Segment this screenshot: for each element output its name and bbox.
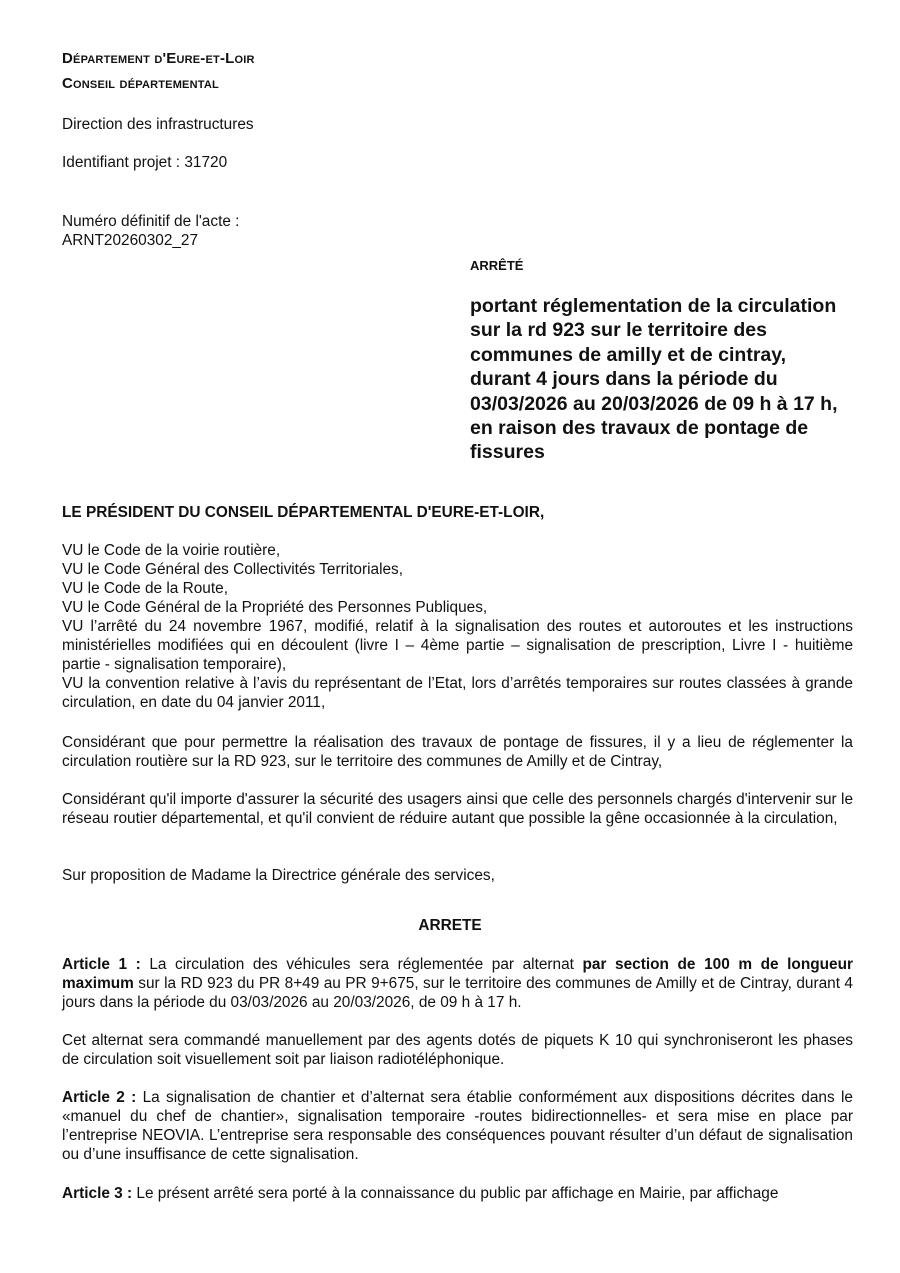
- proposal-paragraph: Sur proposition de Madame la Directrice générale des services,: [62, 867, 495, 884]
- visa-item: VU le Code de la voirie routière,: [62, 542, 281, 559]
- article-text: La signalisation de chantier et d’alternat sera établie conformément aux dispositions décrites dans le «manuel du chef de chantier», signalisation temporaire -routes bidirectionnelles- et sera mise en place par l’entreprise NEOVIA. L’entreprise sera responsable des conséquences pouvant résulter d’un défaut de signalisation ou d’une insuffisance de cette signalisation.: [62, 1089, 853, 1163]
- article-emphasis: par section de 100 m de longueur maximum: [62, 956, 853, 992]
- article-1: [62, 955, 853, 1012]
- visa-item: VU la convention relative à l’avis du représentant de l’Etat, lors d’arrêtés temporaires sur routes classées à grande circulation, en date du 04 janvier 2011,: [62, 675, 853, 711]
- article-label: Article 1 :: [62, 956, 141, 973]
- article-3: [62, 1184, 853, 1203]
- article-label: Article 2 :: [62, 1089, 137, 1106]
- decree-label: ARRÊTÉ: [470, 258, 524, 273]
- act-number: ARNT20260302_27: [62, 232, 199, 249]
- act-number-label: Numéro définitif de l'acte :: [62, 213, 240, 230]
- article-text: La circulation des véhicules sera réglementée par alternat: [140, 956, 583, 973]
- council-name: Conseil départemental: [62, 75, 219, 92]
- article-text: Le présent arrêté sera porté à la connaissance du public par affichage en Mairie, par affichage: [132, 1185, 779, 1202]
- visa-item: VU l’arrêté du 24 novembre 1967, modifié, relatif à la signalisation des routes et autoroutes et les instructions ministérielles modifiées qui en découlent (livre I – 4ème partie – signalisation de prescription, Livre I - huitième partie - signalisation temporaire),: [62, 618, 853, 673]
- visa-item: VU le Code de la Route,: [62, 580, 228, 597]
- department-name: Département d'Eure-et-Loir: [62, 50, 255, 67]
- article-1-paragraph-2: Cet alternat sera commandé manuellement par des agents dotés de piquets K 10 qui synchroniseront les phases de circulation soit visuellement soit par liaison radiotéléphonique.: [62, 1032, 853, 1068]
- direction-label: Direction des infrastructures: [62, 116, 254, 133]
- considerant-paragraph: Considérant que pour permettre la réalisation des travaux de pontage de fissures, il y a lieu de réglementer la circulation routière sur la RD 923, sur le territoire des communes de Amilly et de Cintray,: [62, 734, 853, 770]
- president-heading: LE PRÉSIDENT DU CONSEIL DÉPARTEMENTAL D'EURE-ET-LOIR,: [62, 504, 545, 521]
- visas-list: [62, 541, 853, 712]
- article-text: sur la RD 923 du PR 8+49 au PR 9+675, sur le territoire des communes de Amilly et de Cintray, durant 4 jours dans la période du 03/03/2026 au 20/03/2026, de 09 h à 17 h.: [62, 975, 853, 1011]
- visa-item: VU le Code Général des Collectivités Territoriales,: [62, 561, 404, 578]
- arrete-heading: ARRETE: [418, 917, 482, 934]
- visa-item: VU le Code Général de la Propriété des Personnes Publiques,: [62, 599, 488, 616]
- article-2: [62, 1088, 853, 1164]
- considerant-paragraph: Considérant qu'il importe d'assurer la sécurité des usagers ainsi que celle des personnels chargés d'intervenir sur le réseau routier départemental, et qu'il convient de réduire autant que possible la gêne occasionnée à la circulation,: [62, 791, 853, 827]
- decree-title: portant réglementation de la circulation sur la rd 923 sur le territoire des communes de amilly et de cintray, durant 4 jours dans la période du 03/03/2026 au 20/03/2026 de 09 h à 17 h, en raison des travaux de pontage de fissures: [470, 295, 838, 464]
- project-id: Identifiant projet : 31720: [62, 154, 228, 171]
- act-number-block: [62, 212, 239, 250]
- article-label: Article 3 :: [62, 1185, 133, 1202]
